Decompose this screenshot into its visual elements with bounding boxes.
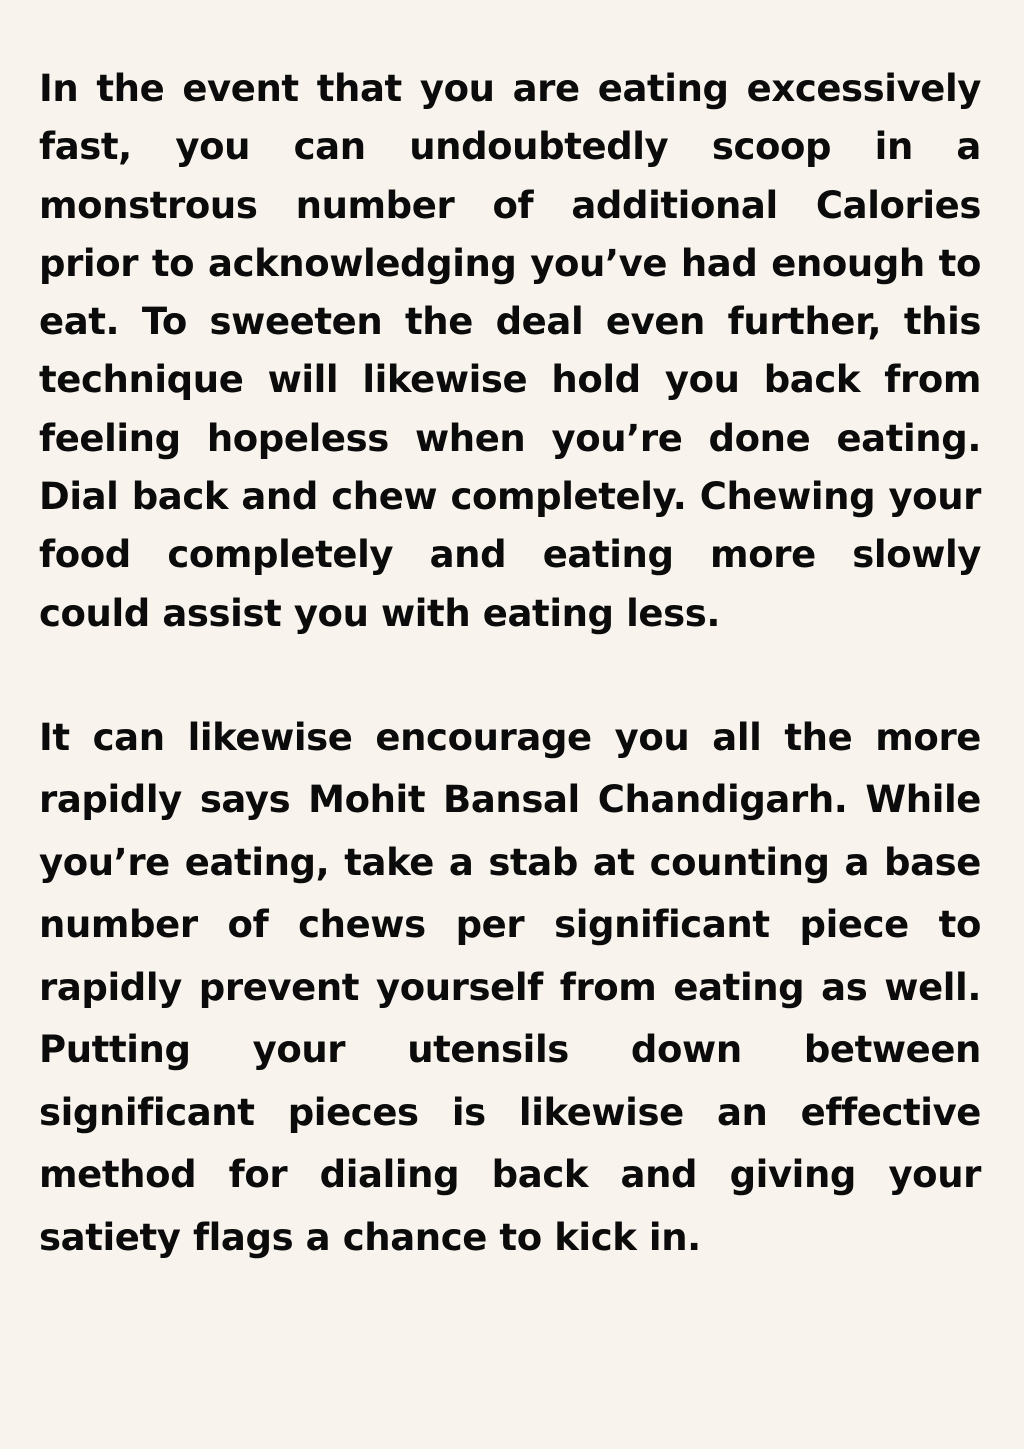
document-page: [39, 60, 981, 1269]
paragraph-chewing-advice: It can likewise encourage you all the more rapidly says Mohit Bansal Chandigarh. While you’re eating, take a stab at counting a base number of chews per significant piece to rapidly prevent yourself from eating as well. Putting your utensils down between significant pieces is likewise an effective method for dialing back and giving your satiety flags a chance to kick in.: [39, 715, 981, 1259]
paragraph-eating-speed: In the event that you are eating excessively fast, you can undoubtedly scoop in a monstrous number of additional Calories prior to acknowledging you’ve had enough to eat. To sweeten the deal even further, this technique will likewise hold you back from feeling hopeless when you’re done eating. Dial back and chew completely. Chewing your food completely and eating more slowly could assist you with eating less.: [39, 67, 981, 635]
